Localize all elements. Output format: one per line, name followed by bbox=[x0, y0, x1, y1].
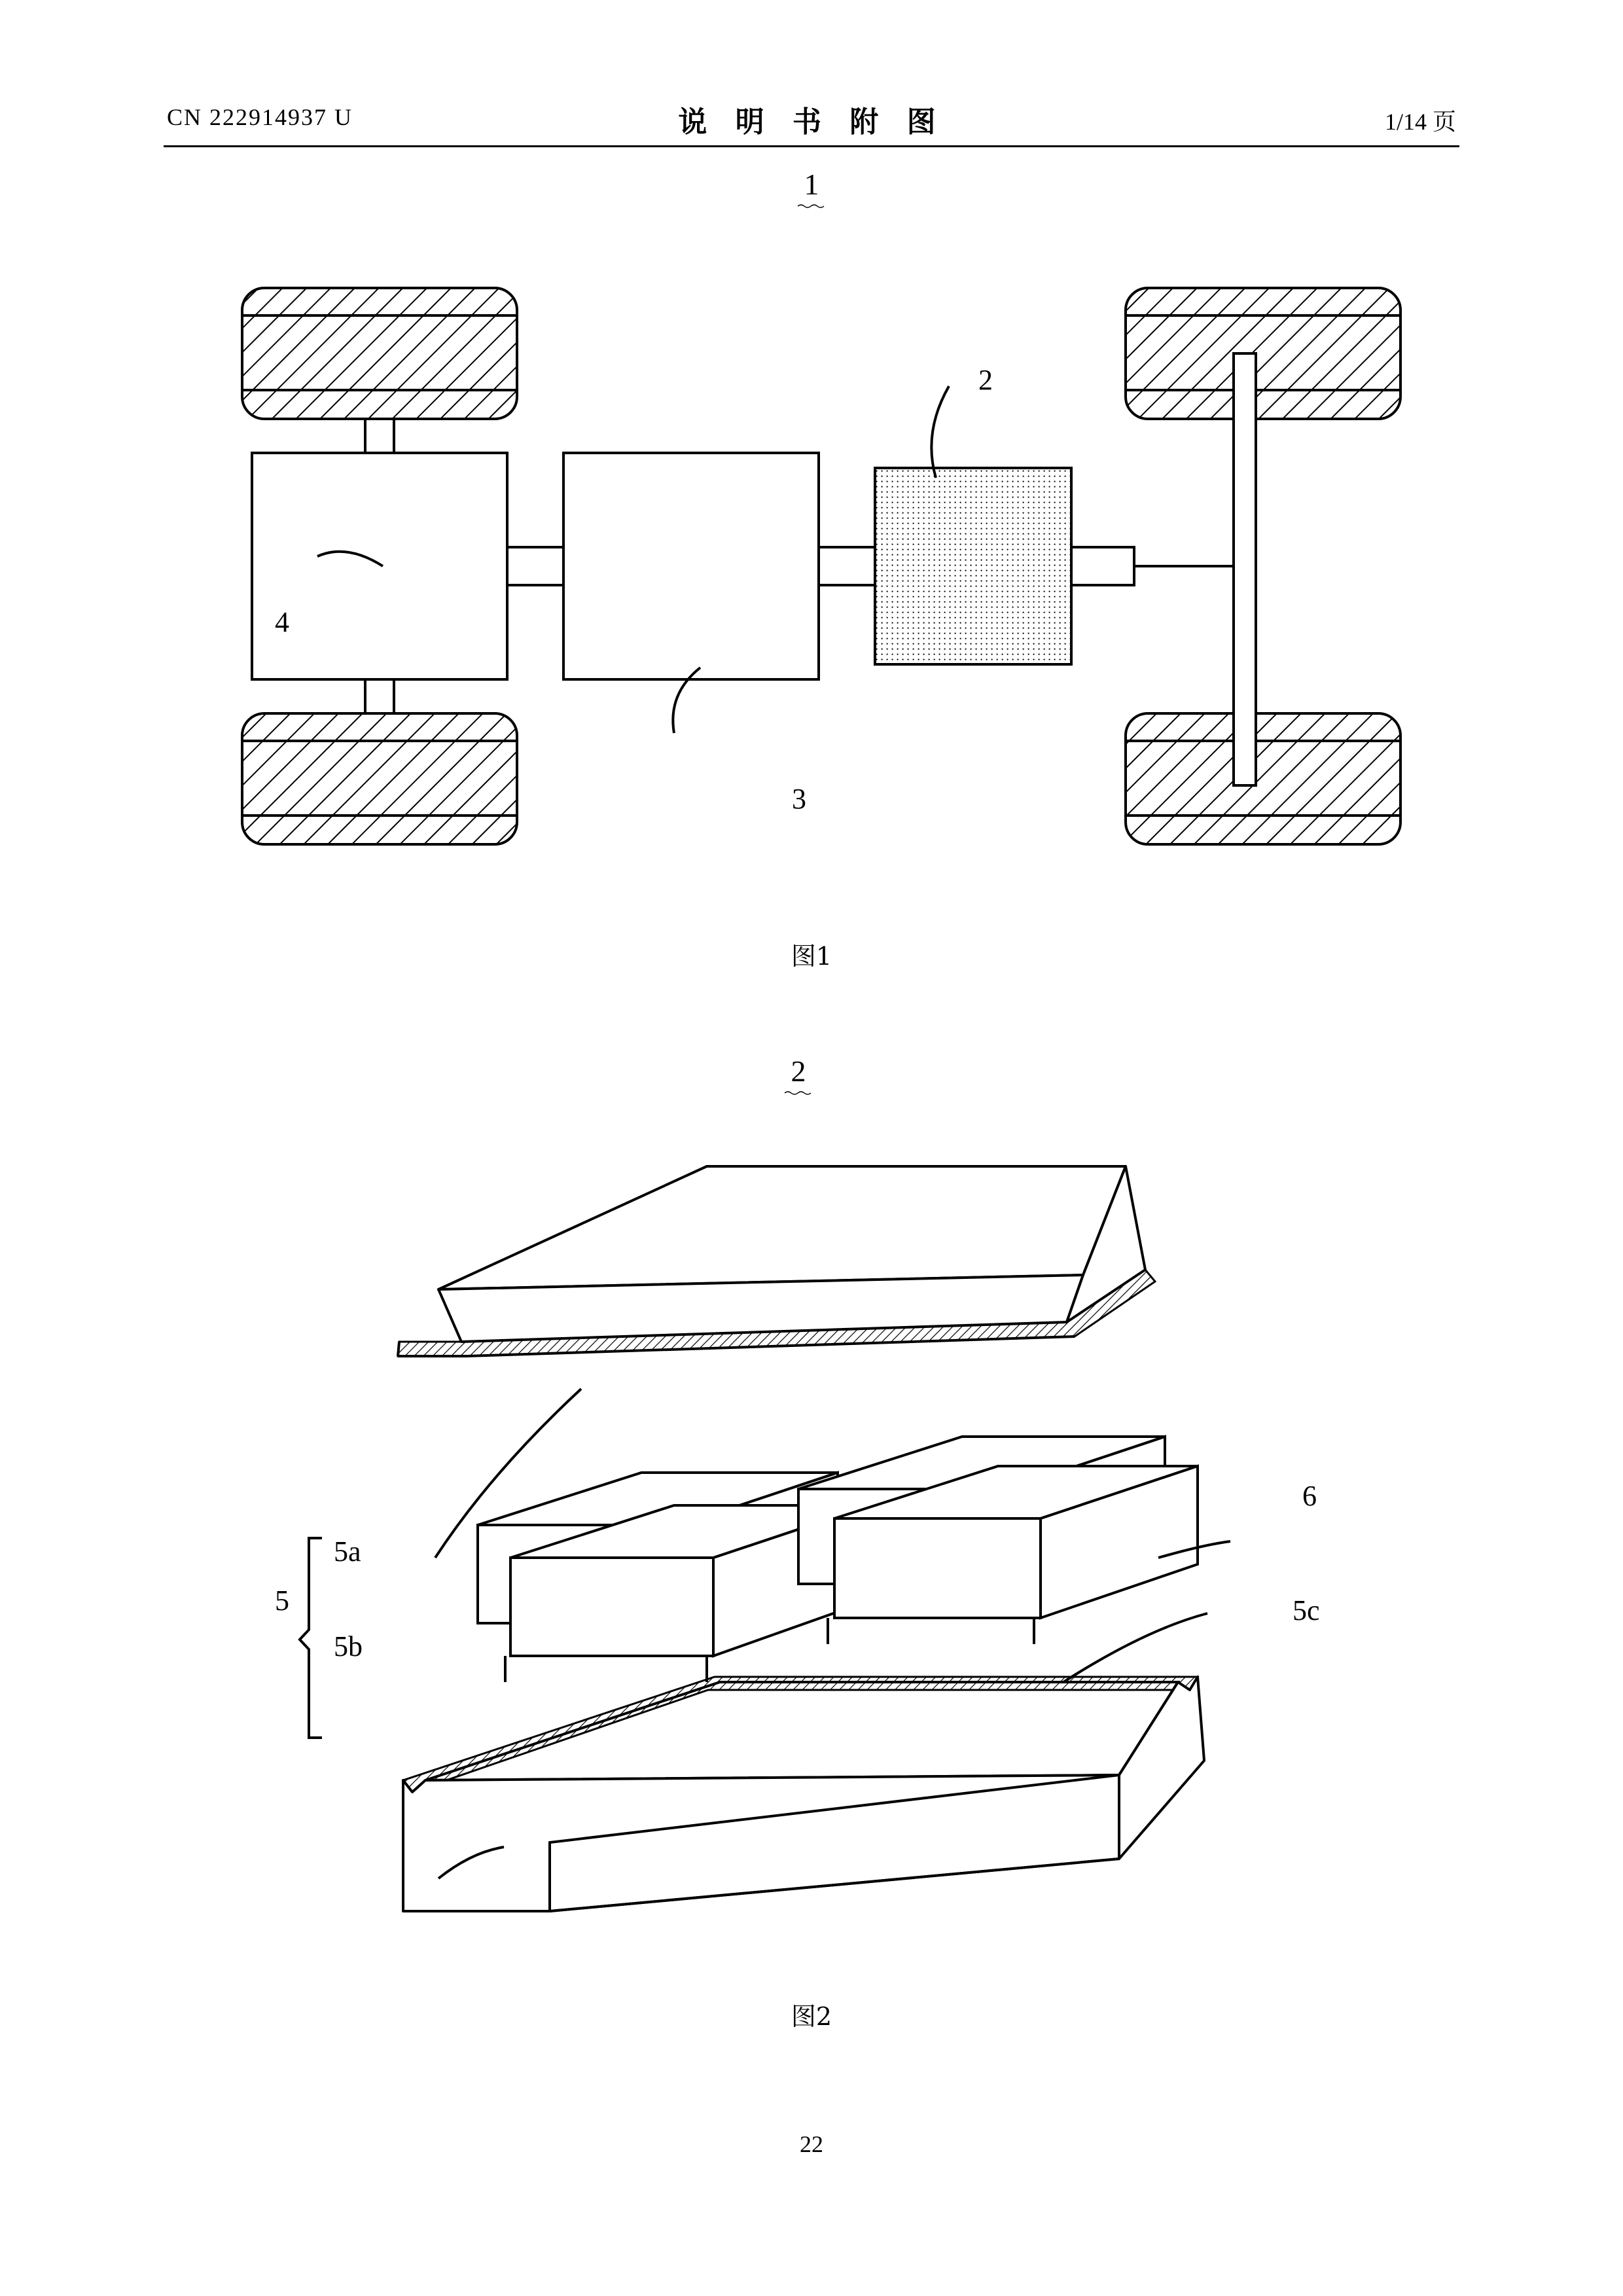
figure-2-label-5b: 5b bbox=[334, 1630, 363, 1662]
page-title: 说 明 书 附 图 bbox=[678, 105, 945, 139]
header-divider bbox=[164, 145, 1459, 147]
page-indicator: 1/14 页 bbox=[1384, 109, 1456, 135]
figure-2-label-5c: 5c bbox=[1293, 1594, 1320, 1626]
figure-1-top-number: 1 bbox=[753, 167, 870, 208]
figure-2-drawing bbox=[275, 1106, 1387, 1990]
figure-2-label-6: 6 bbox=[1302, 1480, 1317, 1512]
figure-2-label-5: 5 bbox=[275, 1585, 289, 1617]
wave-underline-icon bbox=[784, 1090, 813, 1095]
figure-1-label-3: 3 bbox=[792, 783, 806, 815]
page-header bbox=[167, 98, 1456, 144]
figure-1-label-4: 4 bbox=[275, 606, 289, 638]
figure-2-caption: 图2 bbox=[791, 2002, 832, 2031]
footer-page-number: 22 bbox=[800, 2131, 823, 2157]
figure-2-top-number: 2 bbox=[740, 1054, 857, 1095]
figure-1-drawing bbox=[216, 281, 1427, 956]
document-id: CN 222914937 U bbox=[167, 104, 353, 130]
figure-1-caption: 图1 bbox=[791, 942, 832, 971]
figure-1-label-2: 2 bbox=[978, 364, 993, 396]
wave-underline-icon bbox=[797, 203, 826, 208]
figure-2-label-5a: 5a bbox=[334, 1535, 361, 1568]
